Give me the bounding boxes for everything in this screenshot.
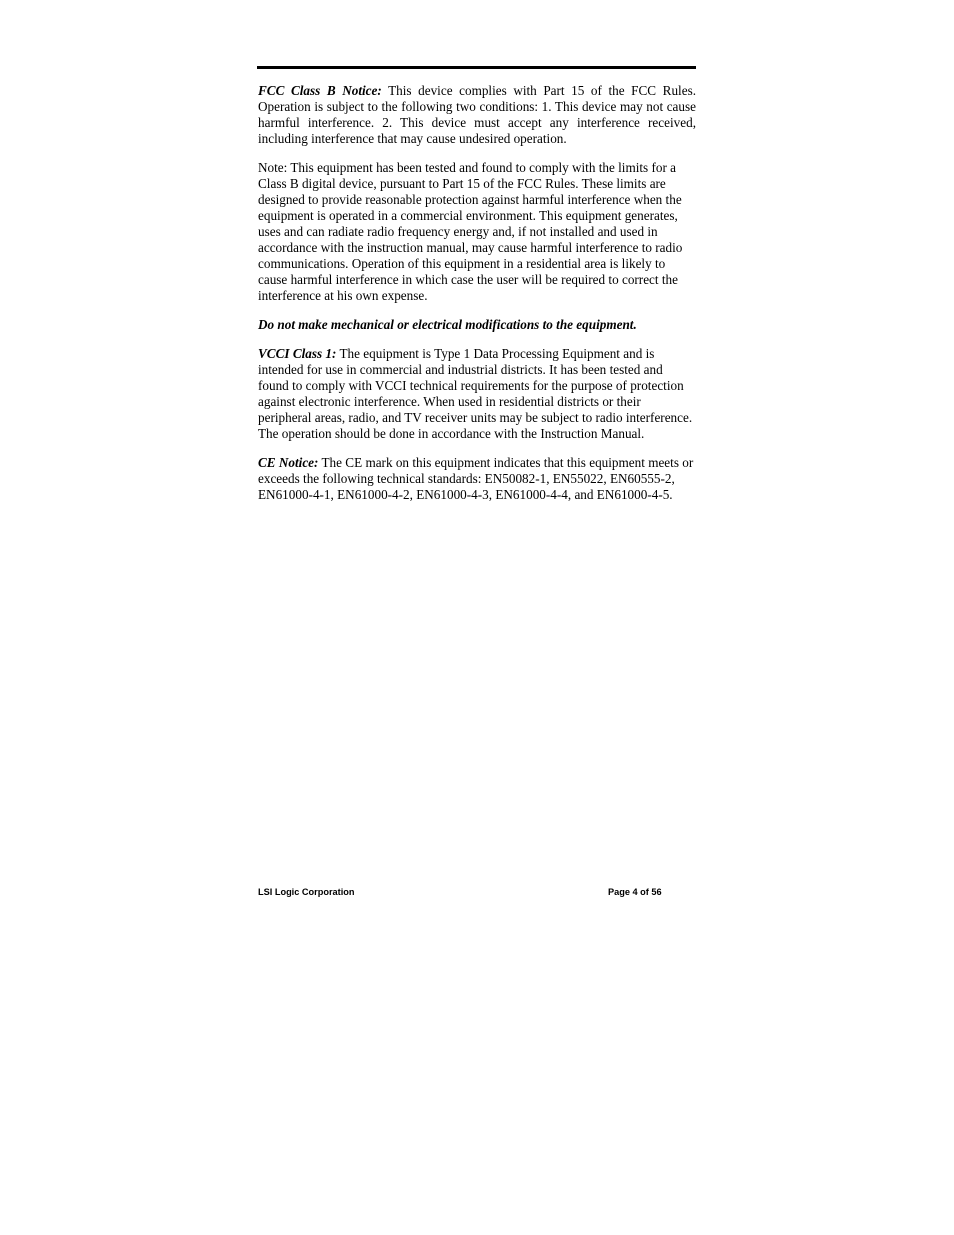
ce-notice <box>258 455 696 503</box>
vcci-notice-text: The equipment is Type 1 Data Processing Equipment and is intended for use in commercial and industrial districts. It has been tested and found to comply with VCCI technical requirements for the purpose of protection against electronic interference. When used in residential districts or their peripheral areas, radio, and TV receiver units may be subject to radio interference. The operation should be done in accordance with the Instruction Manual. <box>258 346 693 441</box>
fcc-note-text: Note: This equipment has been tested and found to comply with the limits for a Class B digital device, pursuant to Part 15 of the FCC Rules. These limits are designed to provide reasonable protection against harmful interference when the equipment is operated in a commercial environment. This equipment generates, uses and can radiate radio frequency energy and, if not installed and used in accordance with the instruction manual, may cause harmful interference to radio communications. Operation of this equipment in a residential area is likely to cause harmful interference in which case the user will be required to correct the interference at his own expense. <box>258 160 683 303</box>
notices-body <box>258 83 696 516</box>
footer-page-number: Page 4 of 56 <box>608 887 662 897</box>
ce-notice-lead: CE Notice: <box>258 455 319 470</box>
ce-notice-text: The CE mark on this equipment indicates that this equipment meets or exceeds the following technical standards: EN50082-1, EN55022, EN60555-2, EN61000-4-1, EN61000-4-2, EN61000-4-3, EN61000-4-4, and EN61000-4-5. <box>258 455 694 502</box>
fcc-notice-text: This device complies with Part 15 of the FCC Rules. Operation is subject to the following two conditions: 1. This device may not cause harmful interference. 2. This device must accept any interference received, including interference that may cause undesired operation. <box>258 83 697 146</box>
vcci-notice <box>258 346 696 442</box>
vcci-notice-lead: VCCI Class 1: <box>258 346 337 361</box>
header-rule <box>257 66 696 69</box>
modification-warning: Do not make mechanical or electrical modifications to the equipment. <box>258 317 637 332</box>
footer-company: LSI Logic Corporation <box>258 887 355 897</box>
fcc-note <box>258 160 696 304</box>
fcc-notice-lead: FCC Class B Notice: <box>258 83 382 98</box>
fcc-notice <box>258 83 696 147</box>
